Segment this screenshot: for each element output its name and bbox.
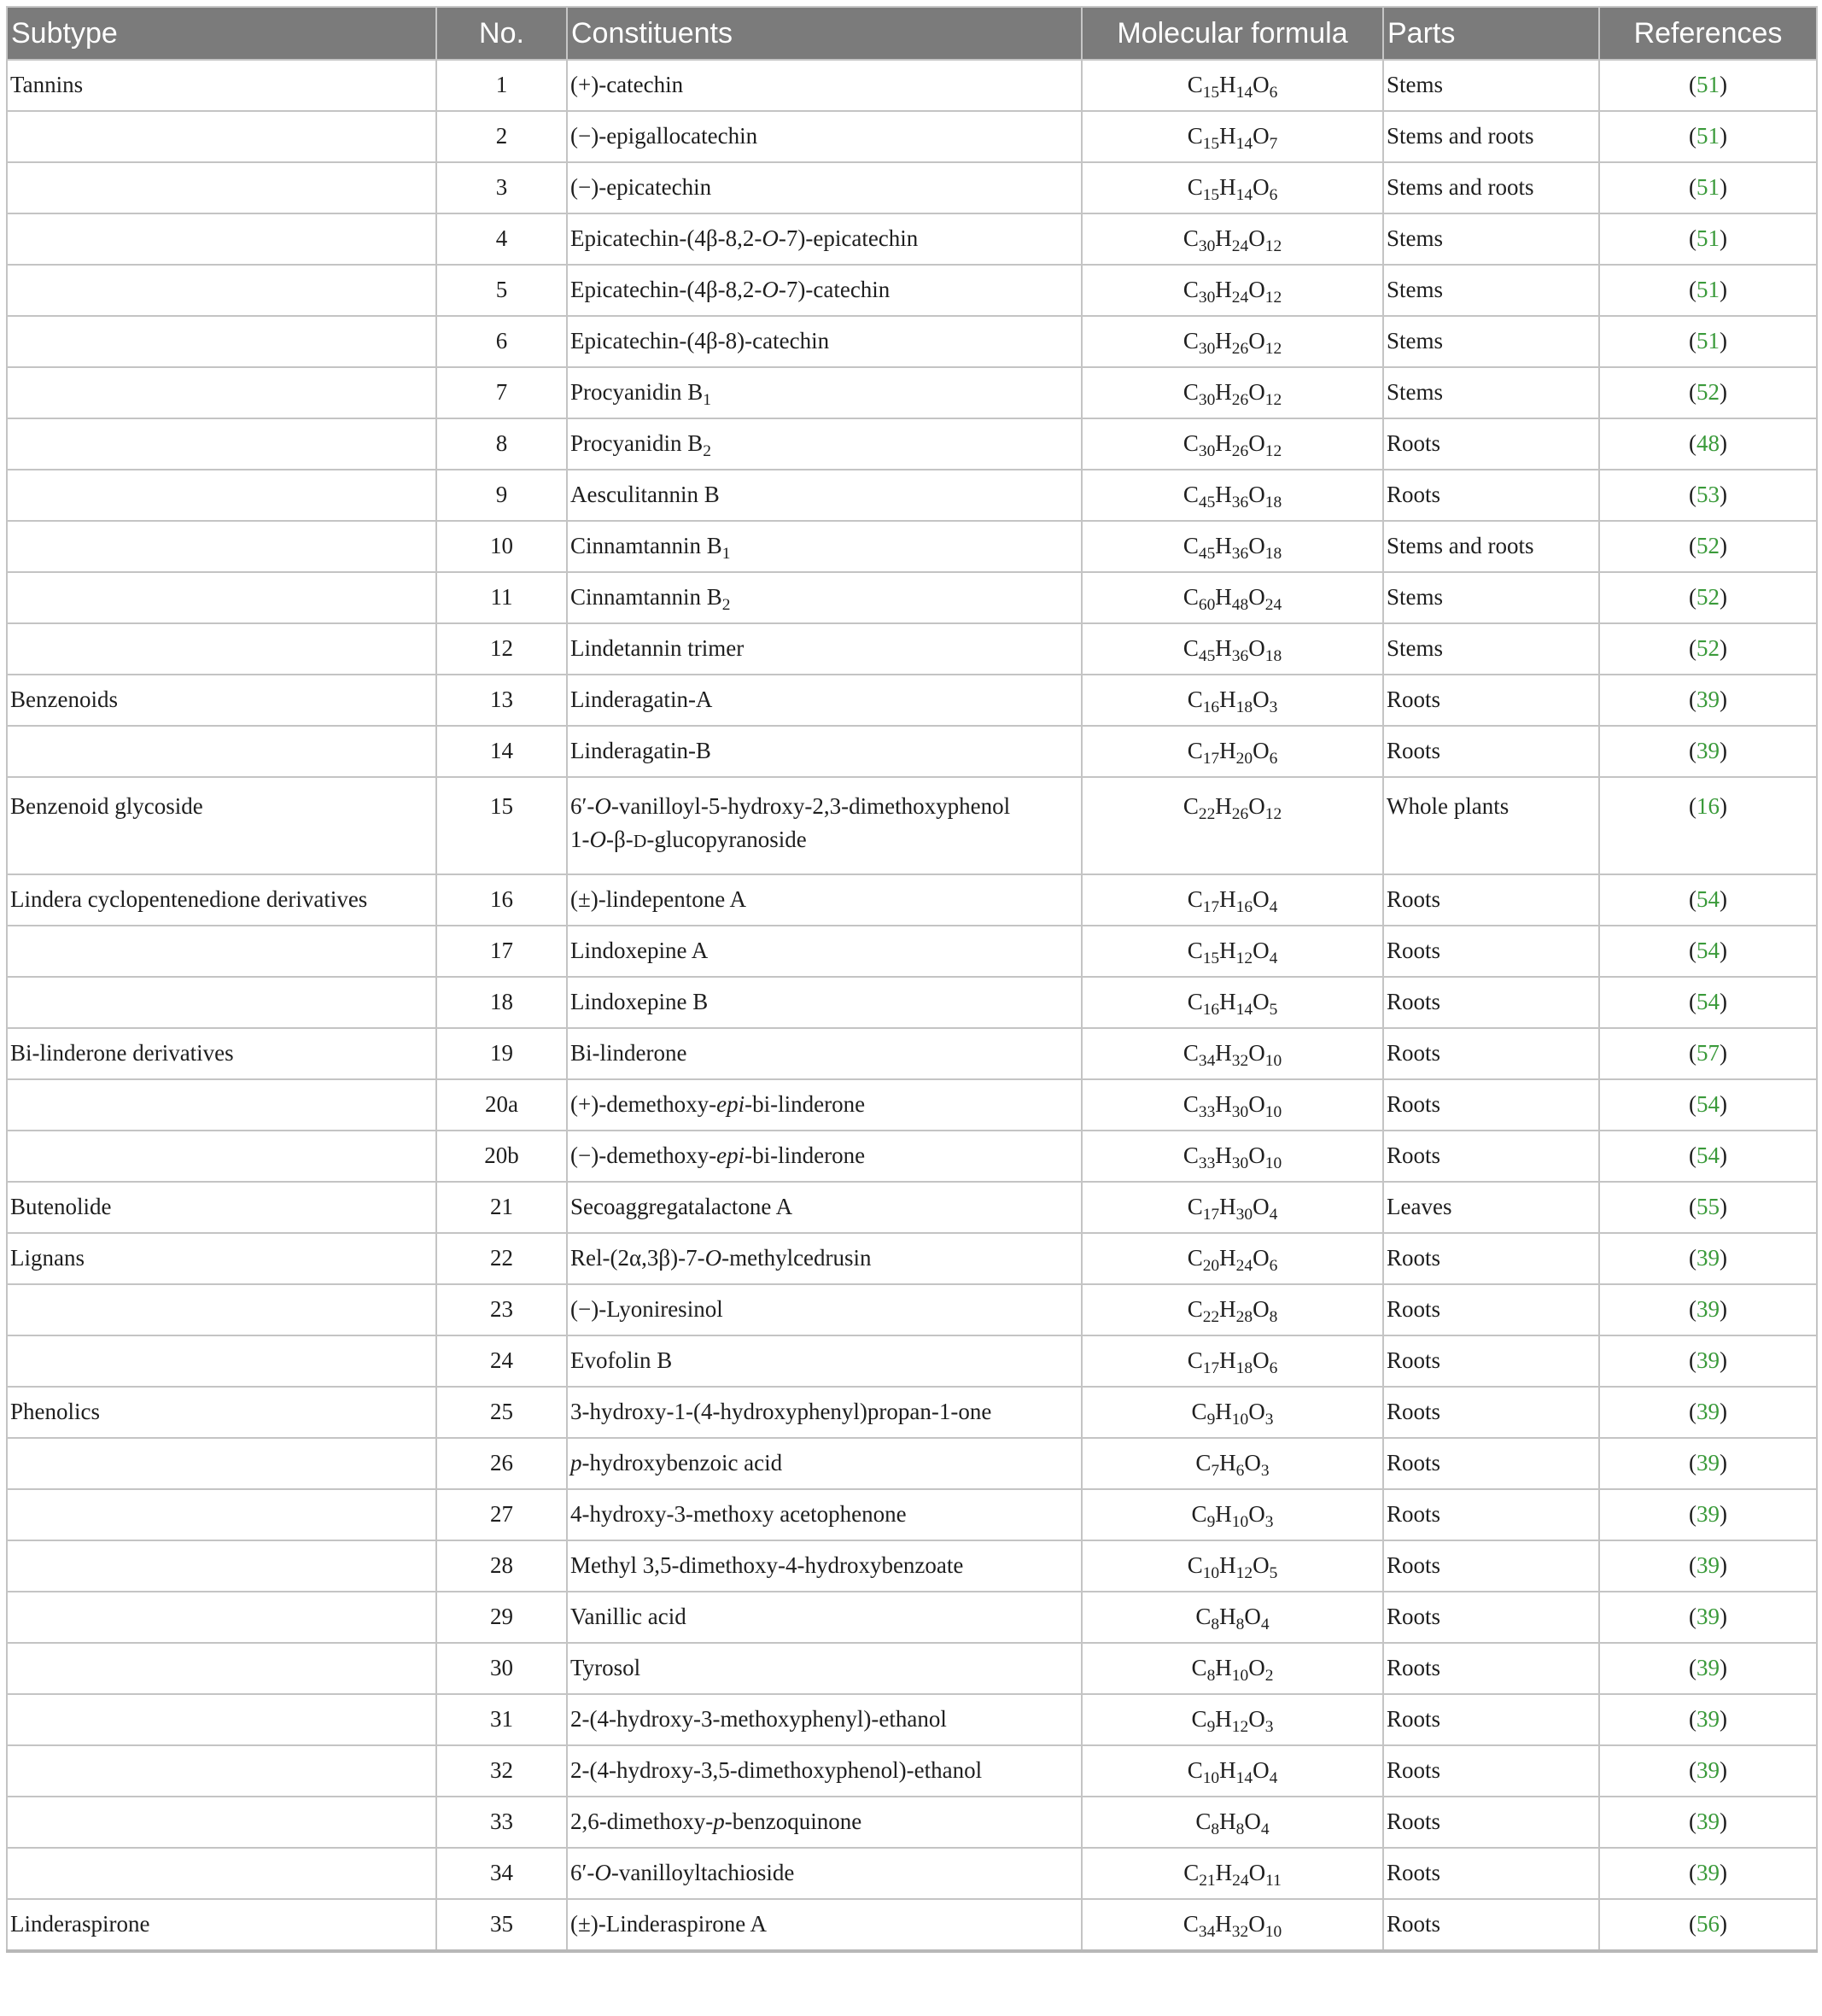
cell-subtype: Lindera cyclopentenedione derivatives	[7, 874, 436, 926]
cell-no: 18	[436, 977, 567, 1028]
cell-subtype	[7, 1438, 436, 1489]
cell-molecular-formula: $C_{17}H_{16}O_4$	[1082, 874, 1383, 926]
reference-link[interactable]: 54	[1696, 1142, 1720, 1169]
header-no: No.	[436, 7, 567, 60]
cell-molecular-formula: $C_{33}H_{30}O_{10}$	[1082, 1079, 1383, 1131]
reference-link[interactable]: 54	[1696, 938, 1720, 964]
cell-parts: Roots	[1383, 926, 1599, 977]
table-row	[7, 977, 1817, 1028]
cell-constituent: Epicatechin-(4β-8,2-O-7)-epicatechin	[567, 213, 1082, 265]
cell-subtype	[7, 470, 436, 521]
cell-subtype	[7, 1592, 436, 1643]
table-row	[7, 1848, 1817, 1899]
table-row	[7, 1028, 1817, 1079]
cell-no: 21	[436, 1182, 567, 1233]
cell-no: 33	[436, 1797, 567, 1848]
cell-no: 20b	[436, 1131, 567, 1182]
header-constituents: Constituents	[567, 7, 1082, 60]
cell-subtype	[7, 1489, 436, 1540]
reference-link[interactable]: 39	[1696, 1655, 1720, 1681]
cell-parts: Roots	[1383, 1848, 1599, 1899]
cell-parts: Roots	[1383, 1592, 1599, 1643]
cell-parts: Roots	[1383, 1387, 1599, 1438]
cell-reference: (52)	[1599, 572, 1817, 623]
cell-no: 10	[436, 521, 567, 572]
cell-no: 15	[436, 777, 567, 874]
cell-constituent: 6′-O-vanilloyltachioside	[567, 1848, 1082, 1899]
cell-reference: (39)	[1599, 1489, 1817, 1540]
cell-constituent: Rel-(2α,3β)-7-O-methylcedrusin	[567, 1233, 1082, 1284]
cell-parts: Roots	[1383, 1438, 1599, 1489]
reference-link[interactable]: 39	[1696, 1501, 1720, 1528]
header-references: References	[1599, 7, 1817, 60]
cell-reference: (39)	[1599, 1848, 1817, 1899]
cell-subtype	[7, 213, 436, 265]
table-header	[7, 7, 1817, 60]
cell-molecular-formula: $C_7H_6O_3$	[1082, 1438, 1383, 1489]
cell-no: 19	[436, 1028, 567, 1079]
reference-link[interactable]: 53	[1696, 482, 1720, 508]
reference-link[interactable]: 52	[1696, 584, 1720, 611]
cell-constituent: Aesculitannin B	[567, 470, 1082, 521]
cell-molecular-formula: $C_{30}H_{24}O_{12}$	[1082, 265, 1383, 316]
cell-reference: (51)	[1599, 265, 1817, 316]
cell-parts: Stems and roots	[1383, 521, 1599, 572]
cell-subtype	[7, 572, 436, 623]
table-row	[7, 1233, 1817, 1284]
cell-parts: Roots	[1383, 1540, 1599, 1592]
cell-subtype	[7, 623, 436, 675]
reference-link[interactable]: 52	[1696, 379, 1720, 406]
cell-constituent: Evofolin B	[567, 1335, 1082, 1387]
cell-reference: (39)	[1599, 1797, 1817, 1848]
cell-molecular-formula: $C_{33}H_{30}O_{10}$	[1082, 1131, 1383, 1182]
cell-parts: Stems	[1383, 316, 1599, 367]
cell-parts: Roots	[1383, 1079, 1599, 1131]
cell-no: 13	[436, 675, 567, 726]
cell-parts: Roots	[1383, 1489, 1599, 1540]
cell-subtype: Linderaspirone	[7, 1899, 436, 1951]
table-row	[7, 367, 1817, 418]
cell-molecular-formula: $C_{30}H_{26}O_{12}$	[1082, 418, 1383, 470]
cell-reference: (39)	[1599, 1233, 1817, 1284]
cell-constituent: (±)-Linderaspirone A	[567, 1899, 1082, 1951]
table-row	[7, 926, 1817, 977]
reference-link[interactable]: 39	[1696, 1399, 1720, 1425]
cell-constituent: (−)-epicatechin	[567, 162, 1082, 213]
cell-molecular-formula: $C_{10}H_{12}O_5$	[1082, 1540, 1383, 1592]
cell-subtype	[7, 162, 436, 213]
cell-subtype: Lignans	[7, 1233, 436, 1284]
cell-reference: (48)	[1599, 418, 1817, 470]
cell-subtype: Tannins	[7, 60, 436, 111]
reference-link[interactable]: 54	[1696, 1091, 1720, 1118]
cell-subtype: Benzenoid glycoside	[7, 777, 436, 874]
table-row	[7, 1745, 1817, 1797]
cell-no: 2	[436, 111, 567, 162]
cell-subtype	[7, 726, 436, 777]
cell-no: 17	[436, 926, 567, 977]
cell-reference: (39)	[1599, 1643, 1817, 1694]
cell-reference: (52)	[1599, 623, 1817, 675]
cell-constituent: Procyanidin $B_1$	[567, 367, 1082, 418]
header-row	[7, 7, 1817, 60]
cell-no: 35	[436, 1899, 567, 1951]
cell-subtype	[7, 316, 436, 367]
cell-parts: Roots	[1383, 1797, 1599, 1848]
table-row	[7, 1131, 1817, 1182]
cell-subtype: Bi-linderone derivatives	[7, 1028, 436, 1079]
reference-link[interactable]: 54	[1696, 989, 1720, 1015]
cell-no: 34	[436, 1848, 567, 1899]
table-body	[7, 60, 1817, 1951]
cell-parts: Roots	[1383, 977, 1599, 1028]
cell-parts: Stems	[1383, 213, 1599, 265]
cell-reference: (39)	[1599, 1438, 1817, 1489]
cell-reference: (51)	[1599, 316, 1817, 367]
table-row	[7, 1387, 1817, 1438]
cell-parts: Roots	[1383, 418, 1599, 470]
table-row	[7, 623, 1817, 675]
cell-subtype	[7, 1745, 436, 1797]
cell-molecular-formula: $C_{60}H_{48}O_{24}$	[1082, 572, 1383, 623]
cell-molecular-formula: $C_{15}H_{12}O_4$	[1082, 926, 1383, 977]
header-molecular-formula: Molecular formula	[1082, 7, 1383, 60]
cell-no: 24	[436, 1335, 567, 1387]
cell-no: 14	[436, 726, 567, 777]
table-row	[7, 1284, 1817, 1335]
cell-molecular-formula: $C_{10}H_{14}O_4$	[1082, 1745, 1383, 1797]
reference-link[interactable]: 39	[1696, 1757, 1720, 1784]
cell-subtype	[7, 1797, 436, 1848]
cell-molecular-formula: $C_{34}H_{32}O_{10}$	[1082, 1899, 1383, 1951]
cell-constituent: Vanillic acid	[567, 1592, 1082, 1643]
reference-link[interactable]: 39	[1696, 1552, 1720, 1579]
cell-subtype: Phenolics	[7, 1387, 436, 1438]
table-row	[7, 1540, 1817, 1592]
cell-reference: (57)	[1599, 1028, 1817, 1079]
cell-reference: (53)	[1599, 470, 1817, 521]
table-row	[7, 726, 1817, 777]
cell-no: 8	[436, 418, 567, 470]
cell-no: 5	[436, 265, 567, 316]
cell-subtype	[7, 926, 436, 977]
reference-link[interactable]: 39	[1696, 1347, 1720, 1374]
cell-constituent: Linderagatin-B	[567, 726, 1082, 777]
table-row	[7, 470, 1817, 521]
reference-link[interactable]: 39	[1696, 738, 1720, 764]
cell-reference: (39)	[1599, 1592, 1817, 1643]
reference-link[interactable]: 39	[1696, 1706, 1720, 1733]
header-subtype: Subtype	[7, 7, 436, 60]
cell-molecular-formula: $C_{22}H_{26}O_{12}$	[1082, 777, 1383, 874]
cell-parts: Roots	[1383, 726, 1599, 777]
cell-constituent: p-hydroxybenzoic acid	[567, 1438, 1082, 1489]
cell-molecular-formula: $C_{30}H_{26}O_{12}$	[1082, 316, 1383, 367]
cell-parts: Leaves	[1383, 1182, 1599, 1233]
cell-molecular-formula: $C_8H_8O_4$	[1082, 1592, 1383, 1643]
cell-constituent: 2,6-dimethoxy-p-benzoquinone	[567, 1797, 1082, 1848]
cell-no: 20a	[436, 1079, 567, 1131]
reference-link[interactable]: 51	[1696, 277, 1720, 303]
cell-molecular-formula: $C_{16}H_{14}O_5$	[1082, 977, 1383, 1028]
cell-constituent: Linderagatin-A	[567, 675, 1082, 726]
cell-no: 23	[436, 1284, 567, 1335]
table-row	[7, 1335, 1817, 1387]
reference-link[interactable]: 52	[1696, 533, 1720, 559]
table-row	[7, 1694, 1817, 1745]
cell-no: 28	[436, 1540, 567, 1592]
cell-constituent: Cinnamtannin $B_1$	[567, 521, 1082, 572]
reference-link[interactable]: 55	[1696, 1194, 1720, 1220]
cell-no: 26	[436, 1438, 567, 1489]
table-row	[7, 777, 1817, 874]
cell-constituent: (−)-demethoxy-epi-bi-linderone	[567, 1131, 1082, 1182]
table-row	[7, 1079, 1817, 1131]
cell-parts: Roots	[1383, 1745, 1599, 1797]
cell-molecular-formula: $C_{17}H_{18}O_6$	[1082, 1335, 1383, 1387]
cell-molecular-formula: $C_8H_{10}O_2$	[1082, 1643, 1383, 1694]
cell-subtype	[7, 1335, 436, 1387]
reference-link[interactable]: 56	[1696, 1911, 1720, 1937]
cell-constituent: (+)-catechin	[567, 60, 1082, 111]
cell-molecular-formula: $C_{15}H_{14}O_6$	[1082, 60, 1383, 111]
table-row	[7, 521, 1817, 572]
cell-reference: (39)	[1599, 1694, 1817, 1745]
cell-reference: (52)	[1599, 367, 1817, 418]
cell-constituent: Epicatechin-(4β-8)-catechin	[567, 316, 1082, 367]
cell-molecular-formula: $C_9H_{10}O_3$	[1082, 1387, 1383, 1438]
cell-molecular-formula: $C_{45}H_{36}O_{18}$	[1082, 623, 1383, 675]
cell-reference: (56)	[1599, 1899, 1817, 1951]
table-row	[7, 1182, 1817, 1233]
constituents-table	[6, 6, 1818, 1953]
reference-link[interactable]: 39	[1696, 687, 1720, 713]
cell-parts: Roots	[1383, 675, 1599, 726]
cell-molecular-formula: $C_{17}H_{30}O_4$	[1082, 1182, 1383, 1233]
cell-molecular-formula: $C_{17}H_{20}O_6$	[1082, 726, 1383, 777]
cell-parts: Stems	[1383, 623, 1599, 675]
cell-constituent: Bi-linderone	[567, 1028, 1082, 1079]
cell-reference: (54)	[1599, 977, 1817, 1028]
cell-no: 3	[436, 162, 567, 213]
cell-reference: (54)	[1599, 1079, 1817, 1131]
cell-no: 6	[436, 316, 567, 367]
cell-parts: Whole plants	[1383, 777, 1599, 874]
cell-no: 7	[436, 367, 567, 418]
cell-constituent: (+)-demethoxy-epi-bi-linderone	[567, 1079, 1082, 1131]
cell-reference: (54)	[1599, 926, 1817, 977]
cell-molecular-formula: $C_{20}H_{24}O_6$	[1082, 1233, 1383, 1284]
cell-no: 12	[436, 623, 567, 675]
header-parts: Parts	[1383, 7, 1599, 60]
reference-link[interactable]: 57	[1696, 1040, 1720, 1066]
table-row	[7, 675, 1817, 726]
cell-no: 22	[436, 1233, 567, 1284]
reference-link[interactable]: 39	[1696, 1296, 1720, 1323]
cell-molecular-formula: $C_{21}H_{24}O_{11}$	[1082, 1848, 1383, 1899]
cell-reference: (39)	[1599, 1540, 1817, 1592]
cell-reference: (51)	[1599, 111, 1817, 162]
cell-molecular-formula: $C_{15}H_{14}O_6$	[1082, 162, 1383, 213]
cell-constituent: Cinnamtannin $B_2$	[567, 572, 1082, 623]
cell-parts: Stems	[1383, 572, 1599, 623]
cell-parts: Roots	[1383, 1284, 1599, 1335]
cell-constituent: Lindoxepine B	[567, 977, 1082, 1028]
cell-molecular-formula: $C_9H_{12}O_3$	[1082, 1694, 1383, 1745]
reference-link[interactable]: 16	[1696, 793, 1720, 819]
cell-subtype	[7, 1079, 436, 1131]
cell-parts: Stems and roots	[1383, 162, 1599, 213]
table-row	[7, 162, 1817, 213]
cell-parts: Roots	[1383, 1131, 1599, 1182]
reference-link[interactable]: 51	[1696, 174, 1720, 201]
reference-link[interactable]: 39	[1696, 1860, 1720, 1886]
cell-parts: Roots	[1383, 470, 1599, 521]
table-row	[7, 316, 1817, 367]
cell-parts: Roots	[1383, 874, 1599, 926]
cell-no: 31	[436, 1694, 567, 1745]
cell-subtype	[7, 111, 436, 162]
cell-constituent: Epicatechin-(4β-8,2-O-7)-catechin	[567, 265, 1082, 316]
cell-subtype	[7, 1848, 436, 1899]
cell-no: 29	[436, 1592, 567, 1643]
cell-molecular-formula: $C_{30}H_{24}O_{12}$	[1082, 213, 1383, 265]
cell-reference: (54)	[1599, 874, 1817, 926]
cell-reference: (16)	[1599, 777, 1817, 874]
cell-subtype	[7, 367, 436, 418]
reference-link[interactable]: 48	[1696, 430, 1720, 457]
cell-constituent: 2-(4-hydroxy-3-methoxyphenyl)-ethanol	[567, 1694, 1082, 1745]
cell-molecular-formula: $C_{22}H_{28}O_8$	[1082, 1284, 1383, 1335]
cell-molecular-formula: $C_{45}H_{36}O_{18}$	[1082, 470, 1383, 521]
reference-link[interactable]: 52	[1696, 635, 1720, 662]
reference-link[interactable]: 39	[1696, 1809, 1720, 1835]
cell-parts: Stems	[1383, 60, 1599, 111]
cell-no: 25	[436, 1387, 567, 1438]
table-row	[7, 1797, 1817, 1848]
cell-reference: (39)	[1599, 1745, 1817, 1797]
reference-link[interactable]: 39	[1696, 1604, 1720, 1630]
cell-reference: (51)	[1599, 213, 1817, 265]
cell-molecular-formula: $C_{15}H_{14}O_7$	[1082, 111, 1383, 162]
cell-constituent: 4-hydroxy-3-methoxy acetophenone	[567, 1489, 1082, 1540]
cell-no: 1	[436, 60, 567, 111]
cell-molecular-formula: $C_9H_{10}O_3$	[1082, 1489, 1383, 1540]
table-row	[7, 1643, 1817, 1694]
cell-reference: (55)	[1599, 1182, 1817, 1233]
cell-parts: Roots	[1383, 1233, 1599, 1284]
table-row	[7, 1899, 1817, 1951]
reference-link[interactable]: 51	[1696, 225, 1720, 252]
reference-link[interactable]: 54	[1696, 886, 1720, 913]
cell-constituent: (±)-lindepentone A	[567, 874, 1082, 926]
table-row	[7, 1438, 1817, 1489]
cell-subtype	[7, 521, 436, 572]
cell-no: 32	[436, 1745, 567, 1797]
table-row	[7, 874, 1817, 926]
cell-reference: (39)	[1599, 1387, 1817, 1438]
table-row	[7, 418, 1817, 470]
reference-link[interactable]: 51	[1696, 328, 1720, 354]
table-row	[7, 572, 1817, 623]
cell-constituent: (−)-Lyoniresinol	[567, 1284, 1082, 1335]
cell-subtype	[7, 977, 436, 1028]
cell-no: 27	[436, 1489, 567, 1540]
cell-reference: (39)	[1599, 1335, 1817, 1387]
cell-no: 16	[436, 874, 567, 926]
cell-parts: Roots	[1383, 1899, 1599, 1951]
cell-subtype: Benzenoids	[7, 675, 436, 726]
cell-parts: Roots	[1383, 1028, 1599, 1079]
cell-constituent: 3-hydroxy-1-(4-hydroxyphenyl)propan-1-one	[567, 1387, 1082, 1438]
cell-subtype	[7, 1643, 436, 1694]
reference-link[interactable]: 51	[1696, 123, 1720, 149]
cell-molecular-formula: $C_8H_8O_4$	[1082, 1797, 1383, 1848]
cell-no: 4	[436, 213, 567, 265]
cell-reference: (39)	[1599, 675, 1817, 726]
cell-reference: (52)	[1599, 521, 1817, 572]
cell-parts: Stems and roots	[1383, 111, 1599, 162]
cell-constituent: (−)-epigallocatechin	[567, 111, 1082, 162]
cell-constituent: 6′-O-vanilloyl-5-hydroxy-2,3-dimethoxyphenol 1-O-β-D-glucopyranoside	[567, 777, 1082, 874]
table-row	[7, 1489, 1817, 1540]
reference-link[interactable]: 39	[1696, 1245, 1720, 1271]
cell-constituent: Methyl 3,5-dimethoxy-4-hydroxybenzoate	[567, 1540, 1082, 1592]
cell-reference: (51)	[1599, 162, 1817, 213]
cell-reference: (51)	[1599, 60, 1817, 111]
table-row	[7, 265, 1817, 316]
cell-reference: (39)	[1599, 1284, 1817, 1335]
cell-subtype	[7, 265, 436, 316]
cell-subtype	[7, 1694, 436, 1745]
cell-subtype	[7, 1284, 436, 1335]
cell-constituent: Procyanidin $B_2$	[567, 418, 1082, 470]
cell-constituent: Secoaggregatalactone A	[567, 1182, 1082, 1233]
cell-subtype	[7, 1131, 436, 1182]
cell-subtype	[7, 1540, 436, 1592]
cell-no: 30	[436, 1643, 567, 1694]
table-row	[7, 111, 1817, 162]
cell-reference: (54)	[1599, 1131, 1817, 1182]
cell-constituent: Lindetannin trimer	[567, 623, 1082, 675]
cell-no: 9	[436, 470, 567, 521]
cell-constituent: Lindoxepine A	[567, 926, 1082, 977]
cell-parts: Roots	[1383, 1643, 1599, 1694]
cell-molecular-formula: $C_{30}H_{26}O_{12}$	[1082, 367, 1383, 418]
table-row	[7, 1592, 1817, 1643]
cell-constituent: 2-(4-hydroxy-3,5-dimethoxyphenol)-ethanol	[567, 1745, 1082, 1797]
cell-molecular-formula: $C_{45}H_{36}O_{18}$	[1082, 521, 1383, 572]
cell-parts: Stems	[1383, 265, 1599, 316]
cell-parts: Roots	[1383, 1335, 1599, 1387]
compound-table-container	[6, 6, 1816, 1953]
cell-subtype	[7, 418, 436, 470]
table-row	[7, 213, 1817, 265]
reference-link[interactable]: 39	[1696, 1450, 1720, 1476]
table-row	[7, 60, 1817, 111]
cell-parts: Roots	[1383, 1694, 1599, 1745]
cell-molecular-formula: $C_{34}H_{32}O_{10}$	[1082, 1028, 1383, 1079]
cell-constituent: Tyrosol	[567, 1643, 1082, 1694]
cell-no: 11	[436, 572, 567, 623]
cell-subtype: Butenolide	[7, 1182, 436, 1233]
reference-link[interactable]: 51	[1696, 72, 1720, 98]
cell-parts: Stems	[1383, 367, 1599, 418]
cell-reference: (39)	[1599, 726, 1817, 777]
cell-molecular-formula: $C_{16}H_{18}O_3$	[1082, 675, 1383, 726]
